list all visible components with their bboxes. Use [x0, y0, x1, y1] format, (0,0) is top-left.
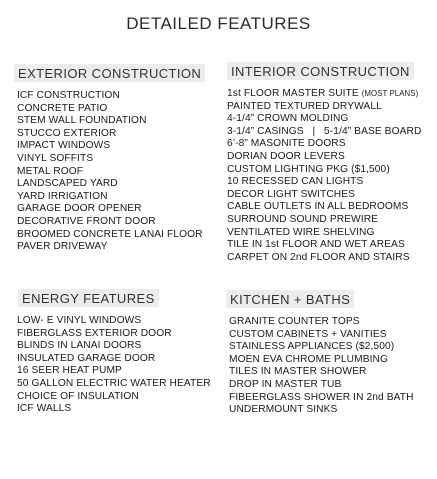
list-item-note: (MOST PLANS) — [361, 89, 419, 98]
list-item: GRANITE COUNTER TOPS — [229, 316, 360, 327]
interior-construction-section — [227, 62, 421, 264]
list-item: METAL ROOF — [17, 165, 84, 177]
list-item: 16 SEER HEAT PUMP — [17, 365, 122, 377]
list-item: ICF CONSTRUCTION — [17, 90, 120, 101]
list-item: 10 RECESSED CAN LIGHTS — [227, 176, 364, 188]
list-item: YARD IRRIGATION — [17, 190, 108, 202]
list-item: LANDSCAPED YARD — [17, 178, 118, 190]
energy-features-section — [18, 289, 211, 416]
list-item: CUSTOM LIGHTING PKG ($1,500) — [227, 163, 390, 175]
list-item: VENTILATED WIRE SHELVING — [227, 226, 375, 238]
list-item: STAINLESS APPLIANCES ($2,500) — [229, 341, 395, 353]
list-item: DROP IN MASTER TUB — [229, 378, 342, 390]
energy-feature-list — [17, 315, 211, 416]
list-item: LOW- E VINYL WINDOWS — [17, 315, 142, 326]
list-item: CHOICE OF INSULATION — [17, 390, 139, 402]
list-item — [227, 88, 421, 101]
list-item: IMPACT WINDOWS — [17, 140, 111, 152]
list-item: INSULATED GARAGE DOOR — [17, 352, 156, 364]
interior-construction-heading: INTERIOR CONSTRUCTION — [227, 62, 414, 80]
list-item: TILES IN MASTER SHOWER — [229, 366, 367, 378]
list-item: DECORATIVE FRONT DOOR — [17, 215, 156, 227]
list-item: CARPET ON 2nd FLOOR AND STAIRS — [227, 251, 410, 263]
kitchen-baths-heading: KITCHEN + BATHS — [226, 290, 354, 308]
page-title: DETAILED FEATURES — [126, 14, 311, 33]
list-item: 50 GALLON ELECTRIC WATER HEATER — [17, 377, 211, 389]
energy-features-heading: ENERGY FEATURES — [18, 289, 159, 307]
list-item: MOEN EVA CHROME PLUMBING — [229, 353, 389, 365]
list-item: CABLE OUTLETS IN ALL BEDROOMS — [227, 201, 409, 213]
exterior-feature-list — [17, 90, 205, 254]
list-item: STUCCO EXTERIOR — [17, 127, 117, 139]
exterior-construction-heading: EXTERIOR CONSTRUCTION — [14, 64, 205, 82]
list-item: CONCRETE PATIO — [17, 102, 108, 114]
list-item: BROOMED CONCRETE LANAI FLOOR — [17, 228, 203, 240]
list-item: SURROUND SOUND PREWIRE — [227, 213, 379, 225]
list-item: DORIAN DOOR LEVERS — [227, 150, 345, 162]
list-item: UNDERMOUNT SINKS — [229, 404, 338, 416]
exterior-construction-section — [14, 64, 205, 254]
list-item-main: 1st FLOOR MASTER SUITE — [227, 88, 359, 99]
list-item: VINYL SOFFITS — [17, 152, 94, 164]
list-item: 4-1/4” CROWN MOLDING — [227, 113, 349, 125]
kitchen-baths-section — [226, 290, 414, 417]
list-item: TILE IN 1st FLOOR AND WET AREAS — [227, 239, 405, 251]
list-item: GARAGE DOOR OPENER — [17, 203, 142, 215]
list-item: 3-1/4” CASINGS | 5-1/4” BASE BOARD — [227, 125, 422, 137]
list-item: DECOR LIGHT SWITCHES — [227, 188, 356, 200]
list-item: STEM WALL FOUNDATION — [17, 115, 147, 127]
list-item: PAINTED TEXTURED DRYWALL — [227, 100, 382, 112]
list-item: 6’-8” MASONITE DOORS — [227, 138, 346, 150]
list-item: CUSTOM CABINETS + VANITIES — [229, 328, 387, 340]
list-item: ICF WALLS — [17, 403, 72, 415]
interior-feature-list — [227, 88, 421, 264]
kitchen-feature-list — [229, 316, 414, 417]
list-item: PAVER DRIVEWAY — [17, 241, 108, 253]
list-item: BLINDS IN LANAI DOORS — [17, 340, 142, 352]
list-item: FIBEERGLASS SHOWER IN 2nd BATH — [229, 391, 414, 403]
list-item: FIBERGLASS EXTERIOR DOOR — [17, 327, 172, 339]
